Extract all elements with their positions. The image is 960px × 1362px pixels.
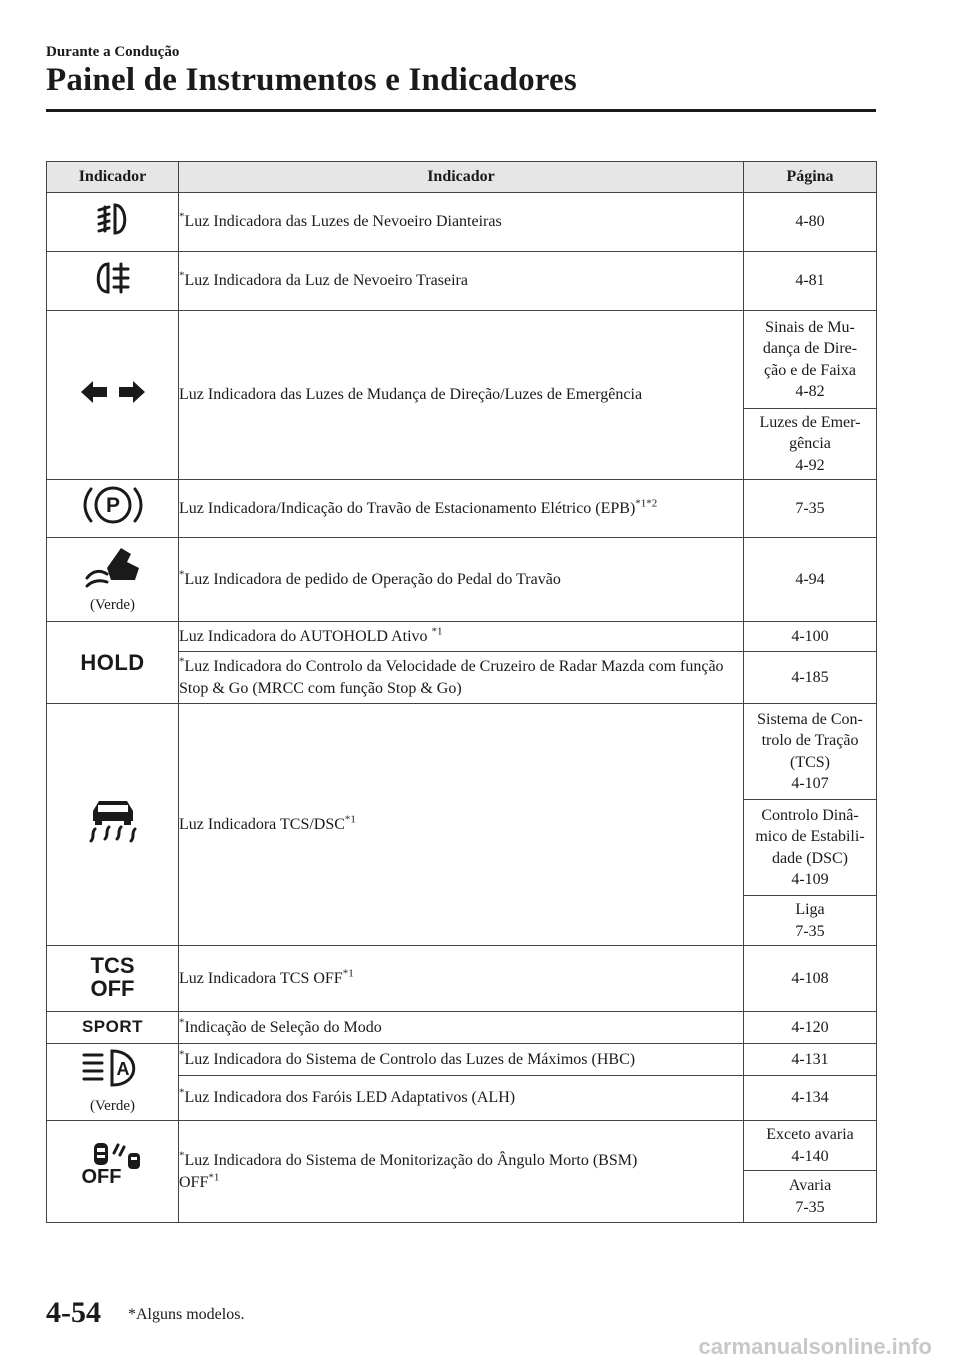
indicator-name: Luz Indicadora do AUTOHOLD Ativo $^{*1}$: [179, 622, 744, 652]
rear-fog-light-icon: [90, 258, 136, 298]
brake-pedal-request-icon: [83, 544, 143, 588]
blind-spot-off-icon: OFF: [80, 1141, 146, 1195]
hold-icon: HOLD: [80, 649, 145, 675]
section-label: Durante a Condução: [46, 44, 180, 60]
indicator-name: Luz Indicadora/Indicação do Travão de Estacionamento Elétrico (EPB)$^{*1*2}$: [179, 480, 744, 538]
page-ref: Avaria 7-35: [744, 1171, 877, 1223]
indicator-name: *Indicação de Seleção do Modo: [179, 1012, 744, 1044]
footnote: *Alguns modelos.: [128, 1306, 245, 1323]
table-row: [47, 538, 877, 622]
indicator-name: *Luz Indicadora de pedido de Operação do Pedal do Travão: [179, 538, 744, 622]
page-ref: 4-94: [744, 538, 877, 622]
table-row: [47, 622, 877, 652]
page-ref: Sistema de Con- trolo de Tração (TCS) 4-107: [744, 704, 877, 800]
table-row: [47, 193, 877, 252]
page-ref: 4-120: [744, 1012, 877, 1044]
icon-cell: [47, 1012, 179, 1044]
auto-high-beam-icon: [82, 1047, 144, 1089]
turn-signal-arrows-icon: [81, 381, 145, 403]
svg-text:P: P: [105, 494, 120, 518]
page-ref: 4-100: [744, 622, 877, 652]
front-fog-light-icon: [93, 199, 133, 239]
page-ref: 4-80: [744, 193, 877, 252]
page-title: Painel de Instrumentos e Indicadores: [46, 62, 577, 98]
page-ref: 4-131: [744, 1044, 877, 1076]
indicator-name: Luz Indicadora TCS/DSC$^{*1}$: [179, 704, 744, 946]
table-row: [47, 1044, 877, 1076]
page-ref: 7-35: [744, 480, 877, 538]
page-ref: Luzes de Emer- gência 4-92: [744, 409, 877, 480]
skidding-car-icon: [87, 797, 139, 845]
indicator-name: *Luz Indicadora das Luzes de Nevoeiro Dianteiras: [179, 193, 744, 252]
indicator-name: Luz Indicadora das Luzes de Mudança de Direção/Luzes de Emergência: [179, 311, 744, 480]
icon-cell: [47, 252, 179, 311]
table-row: [47, 311, 877, 409]
col-header-indicator: Indicador: [179, 162, 744, 193]
icon-cell: [47, 311, 179, 480]
page-ref: 4-108: [744, 946, 877, 1012]
page-ref: 4-81: [744, 252, 877, 311]
icon-caption: (Verde): [90, 596, 135, 613]
title-rule: [46, 109, 876, 112]
indicator-name: *Luz Indicadora dos Faróis LED Adaptativos (ALH): [179, 1076, 744, 1121]
icon-cell: [47, 704, 179, 946]
table-row: [47, 480, 877, 538]
icon-cell: [47, 946, 179, 1012]
table-row: [47, 946, 877, 1012]
icon-cell: [47, 480, 179, 538]
icon-cell: [47, 1044, 179, 1121]
table-row: [47, 704, 877, 800]
table-header-row: [47, 162, 877, 193]
col-header-icon: Indicador: [47, 162, 179, 193]
table-row: [47, 1012, 877, 1044]
icon-cell: [47, 193, 179, 252]
col-header-page: Página: [744, 162, 877, 193]
table-row: [47, 252, 877, 311]
table-row: [47, 1121, 877, 1171]
icon-cell: [47, 1121, 179, 1223]
page-ref: 4-134: [744, 1076, 877, 1121]
indicator-name: *Luz Indicadora do Sistema de Monitorização do Ângulo Morto (BSM) OFF$^{*1}$: [179, 1121, 744, 1223]
icon-caption: (Verde): [90, 1098, 135, 1115]
page-number: 4-54: [46, 1296, 101, 1329]
tcs-off-icon: TCS OFF: [90, 953, 135, 1002]
page-ref: Liga 7-35: [744, 896, 877, 946]
indicator-name: *Luz Indicadora da Luz de Nevoeiro Traseira: [179, 252, 744, 311]
indicator-name: Luz Indicadora TCS OFF$^{*1}$: [179, 946, 744, 1012]
page-ref: Sinais de Mu- dança de Dire- ção e de Faixa 4-82: [744, 311, 877, 409]
icon-cell: [47, 622, 179, 704]
indicator-name: *Luz Indicadora do Sistema de Controlo das Luzes de Máximos (HBC): [179, 1044, 744, 1076]
indicator-name: *Luz Indicadora do Controlo da Velocidade de Cruzeiro de Radar Mazda com função Stop & Go (MRCC com função Stop & Go): [179, 652, 744, 704]
svg-text:A: A: [116, 1059, 129, 1080]
parking-brake-p-icon: [81, 483, 145, 527]
page-ref: Exceto avaria 4-140: [744, 1121, 877, 1171]
page-ref: 4-185: [744, 652, 877, 704]
page-ref: Controlo Dinâ- mico de Estabili- dade (DSC) 4-109: [744, 800, 877, 896]
watermark: carmanualsonline.info: [698, 1334, 932, 1359]
icon-cell: [47, 538, 179, 622]
indicator-table: [46, 161, 877, 1223]
sport-icon: SPORT: [81, 1017, 144, 1037]
